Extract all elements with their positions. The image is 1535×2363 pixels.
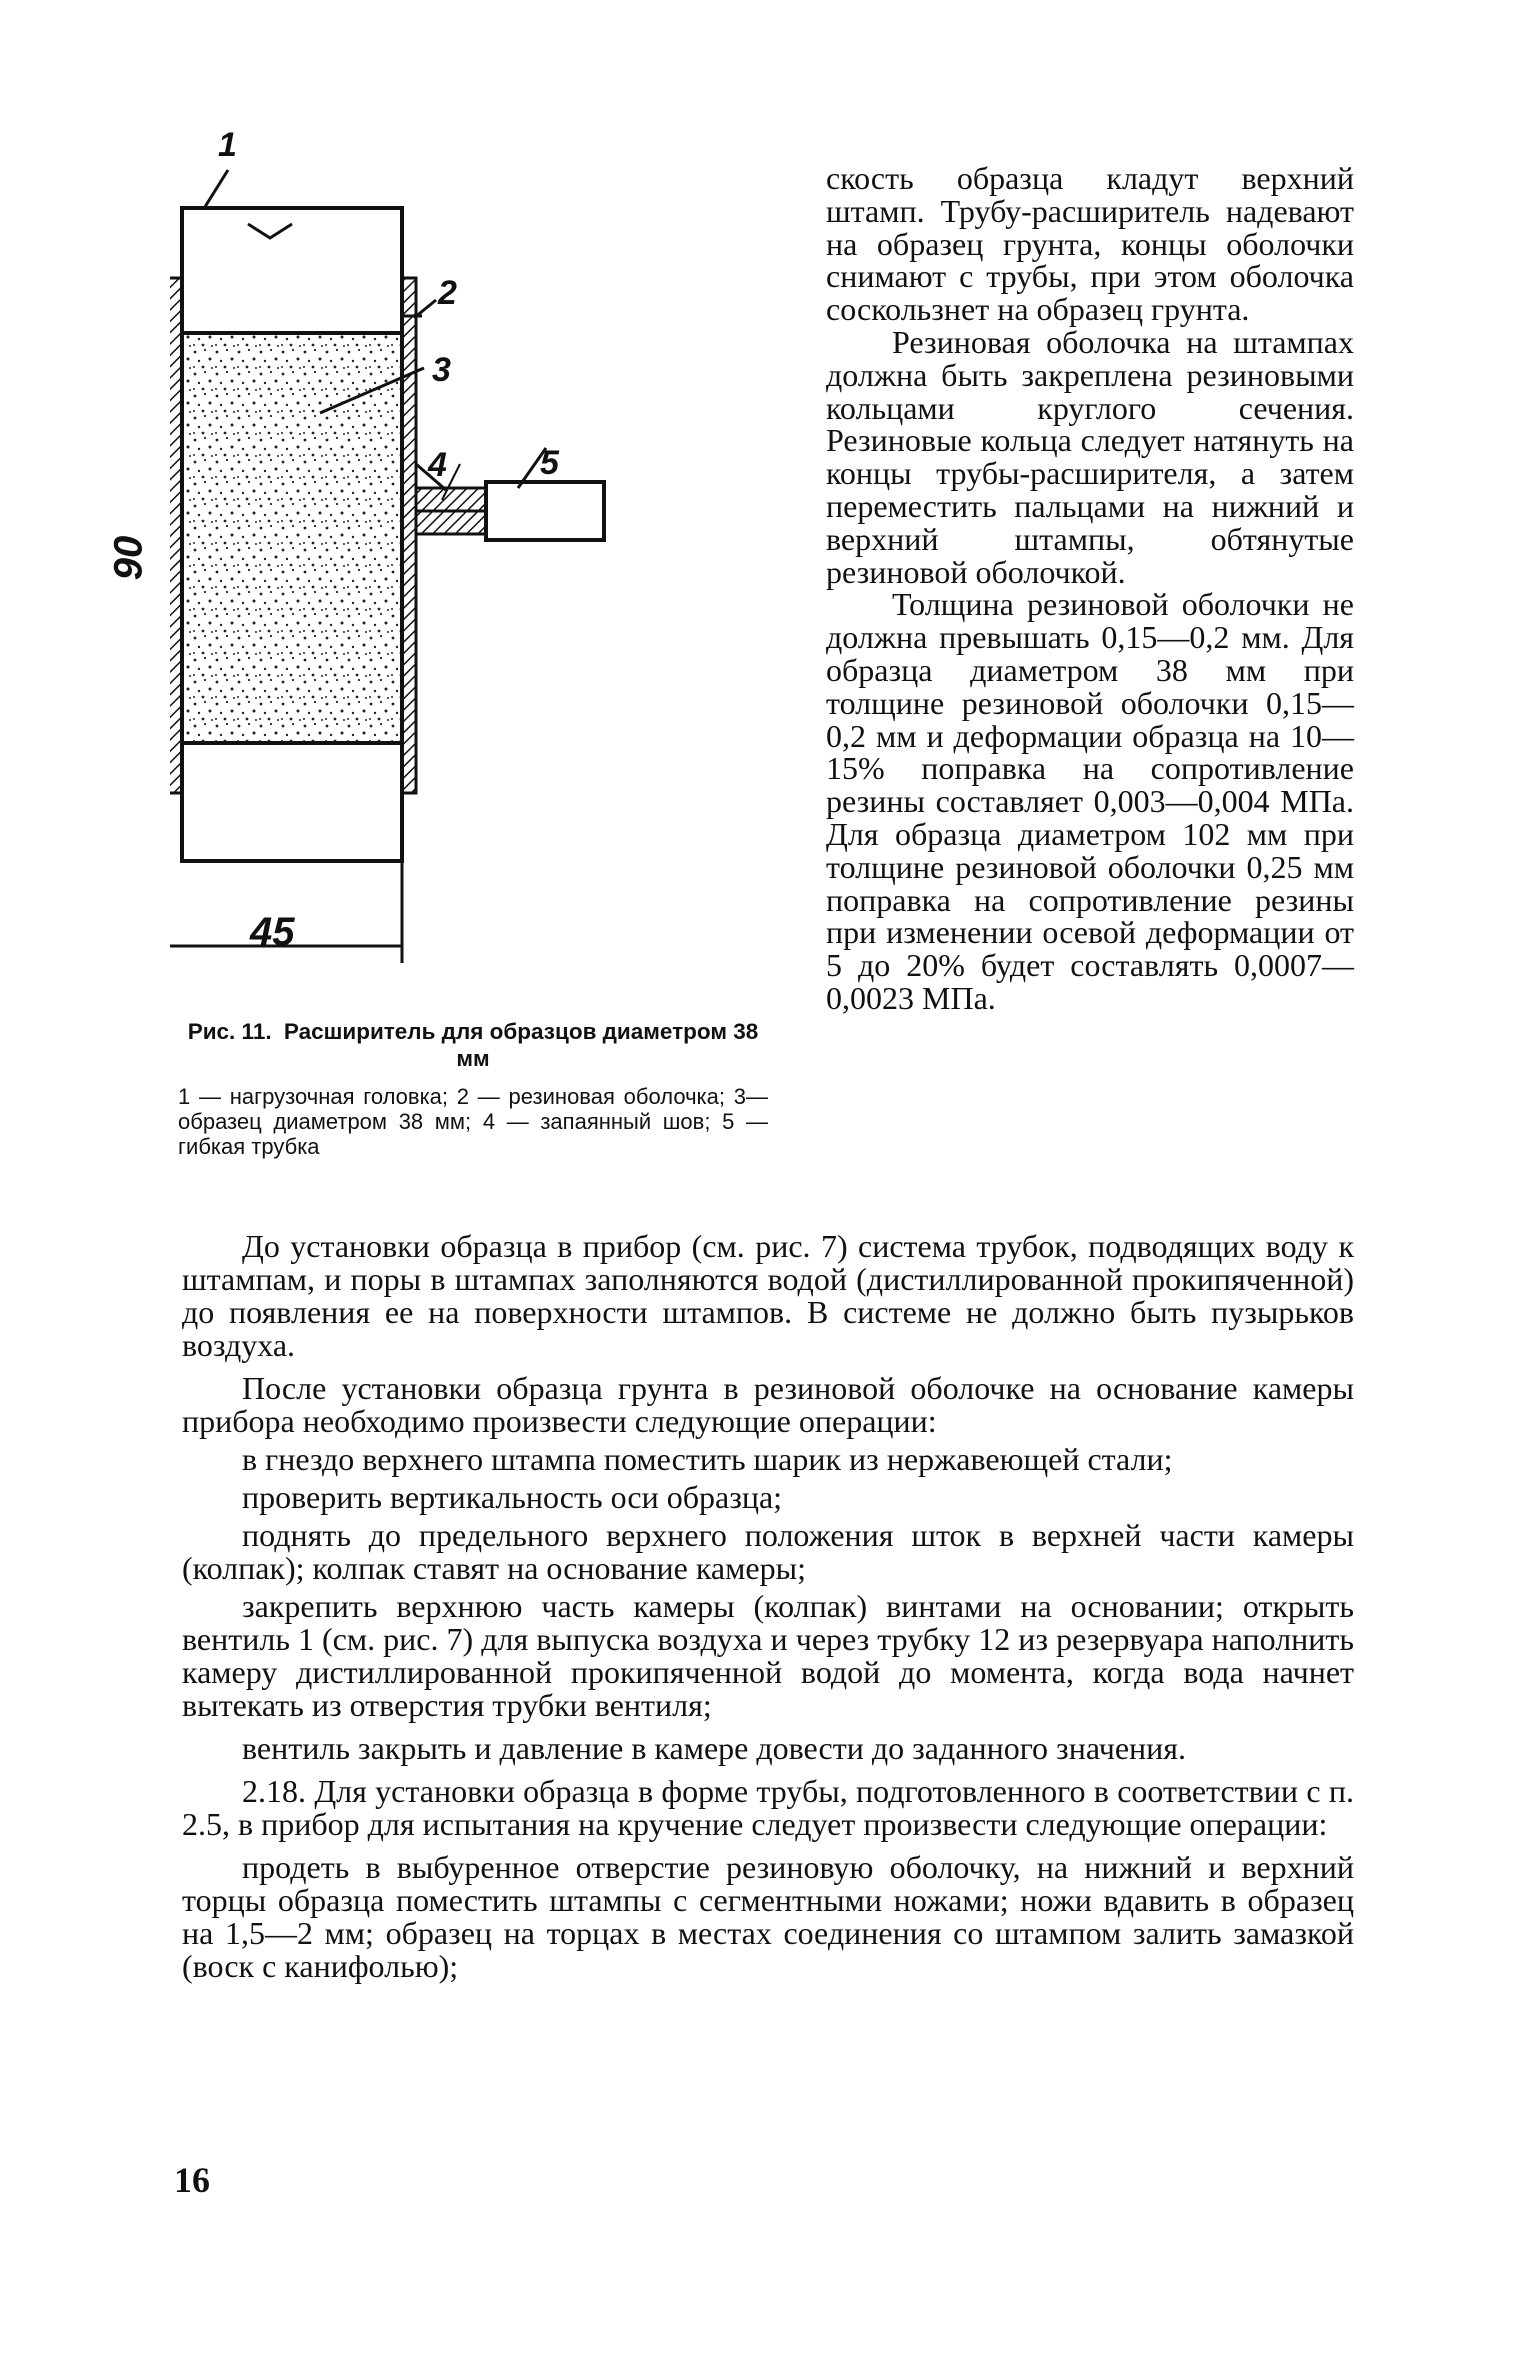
caption-legend: 1 — нагрузочная головка; 2 — резиновая оболочка; 3—образец диаметром 38 мм; 4 — запаянный шов; 5 — гибкая трубка [178, 1084, 768, 1159]
caption-number: Рис. 11. [187, 1019, 272, 1044]
list-item: проверить вертикальность оси образца; [242, 1479, 783, 1515]
paragraph: скость образца кладут верхний штамп. Трубу-расширитель надевают на образец грунта, концы оболочки снимают с трубы, при этом оболочка соскользнет на образец грунта. [826, 160, 1354, 328]
list-item: в гнездо верхнего штампа поместить шарик из нержавеющей стали; [242, 1441, 1173, 1477]
list-item: закрепить верхнюю часть камеры (колпак) винтами на основании; открыть вентиль 1 (см. рис. 7) для выпуска воздуха и через трубку 12 из резервуара наполнить камеру дистиллированной прокипяченной водой до момента, когда вода начнет вытекать из отверстия трубки вентиля; [182, 1588, 1354, 1723]
right-column-text [826, 162, 1354, 1015]
paragraph: До установки образца в прибор (см. рис. 7) система трубок, подводящих воду к штампам, и поры в штампах заполняются водой (дистиллированной прокипяченной) до появления ее на поверхности штампов. В системе не должно быть пузырьков воздуха. [182, 1228, 1354, 1363]
list-item: продеть в выбуренное отверстие резиновую оболочку, на нижний и верхний торцы образца поместить штампы с сегментными ножами; ножи вдавить в образец на 1,5—2 мм; образец на торцах в местах соединения со штампом залить замазкой (воск с канифолью); [182, 1849, 1354, 1984]
loading-head [182, 208, 402, 333]
expander-diagram [170, 128, 760, 1008]
leader-line-1 [203, 170, 228, 210]
dimension-height-label: 90 [106, 535, 151, 581]
figure-label-1: 1 [218, 126, 237, 164]
paragraph: Толщина резиновой оболочки не должна превышать 0,15—0,2 мм. Для образца диаметром 38 мм при толщине резиновой оболочки 0,15—0,2 мм и деформации образца на 10—15% поправка на сопротивление резины составляет 0,003—0,004 МПа. Для образца диаметром 102 мм при толщине резиновой оболочки 0,25 мм поправка на сопротивление резины при изменении осевой деформации от 5 до 20% будет составлять 0,0007—0,0023 МПа. [826, 586, 1354, 1016]
list-item: вентиль закрыть и давление в камере довести до заданного значения. [242, 1730, 1186, 1766]
figure-label-4: 4 [428, 446, 447, 484]
soil-sample [182, 333, 402, 743]
list-item: поднять до предельного верхнего положения шток в верхней части камеры (колпак); колпак ставят на основание камеры; [182, 1517, 1354, 1586]
figure-caption [178, 1018, 768, 1159]
rubber-shell-right [402, 278, 416, 793]
paragraph: После установки образца грунта в резиновой оболочке на основание камеры прибора необходимо произвести следующие операции: [182, 1370, 1354, 1439]
flexible-tube [486, 482, 604, 540]
paragraph: Резиновая оболочка на штампах должна быть закреплена резиновыми кольцами круглого сечения. Резиновые кольца следует натянуть на концы трубы-расширителя, а затем переместить пальцами на нижний и верхний штампы, обтянутые резиновой оболочкой. [826, 323, 1354, 590]
bottom-stamp [182, 743, 402, 861]
main-body-text [182, 1230, 1354, 1983]
figure-label-2: 2 [438, 274, 457, 312]
caption-title [178, 1018, 768, 1072]
caption-title-text: Расширитель для образцов диаметром 38 мм [283, 1019, 759, 1071]
dimension-width-label: 45 [250, 910, 295, 954]
figure-expander-drawing [106, 126, 760, 1008]
page-number: 16 [174, 2160, 210, 2200]
section-paragraph: 2.18. Для установки образца в форме трубы, подготовленного в соответствии с п. 2.5, в прибор для испытания на кручение следует произвести следующие операции: [182, 1773, 1354, 1842]
figure-label-5: 5 [540, 444, 559, 482]
rubber-shell-left [170, 278, 182, 793]
figure-label-3: 3 [432, 351, 451, 389]
